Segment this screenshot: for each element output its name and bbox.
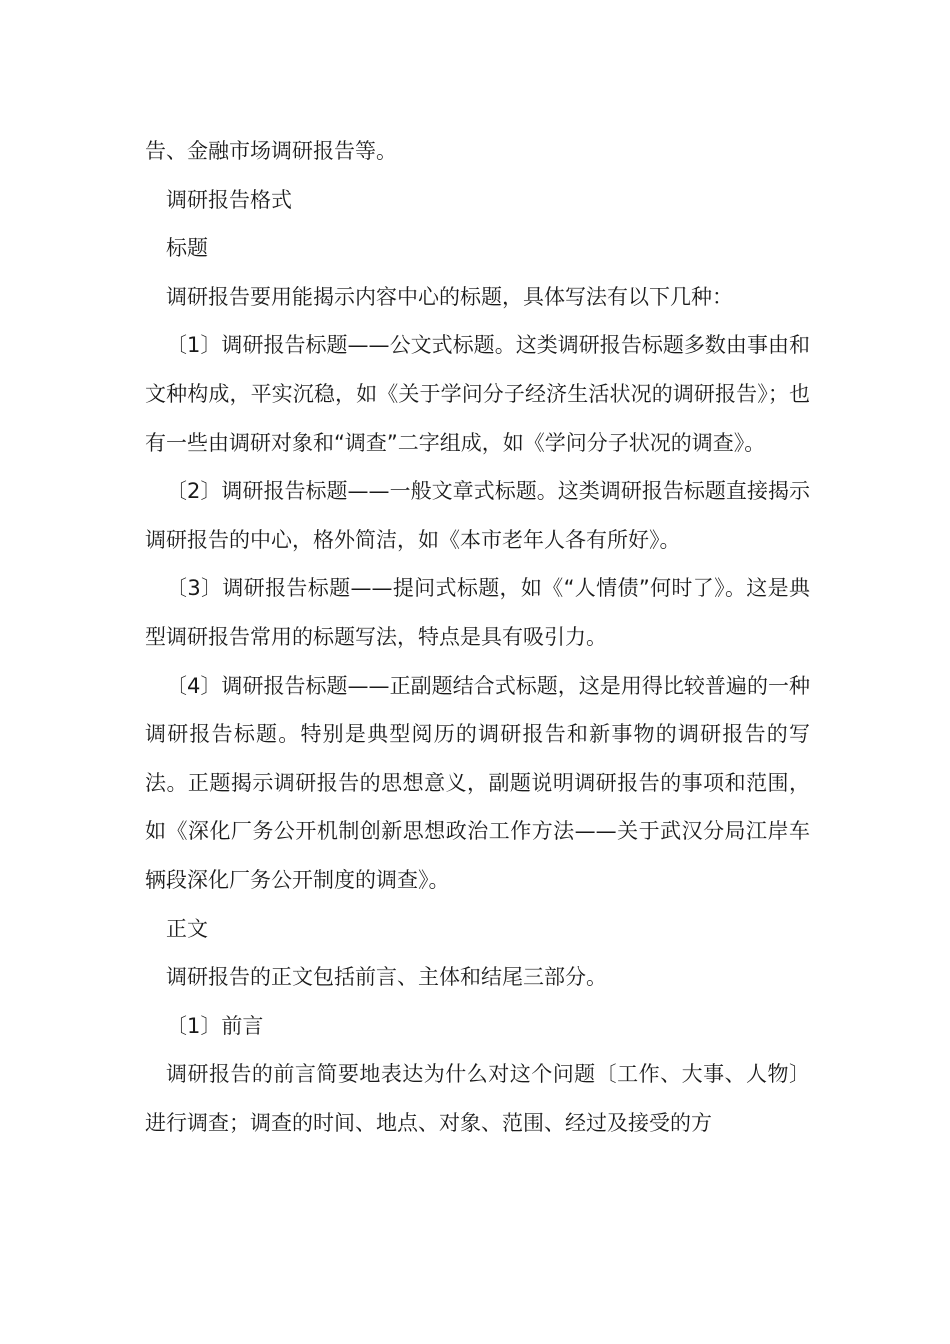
paragraph-body-intro: 调研报告的正文包括前言、主体和结尾三部分。	[166, 965, 607, 990]
paragraph-title-type-4: 〔4〕调研报告标题——正副题结合式标题，这是用得比较普遍的一种调研报告标题。特别是典型阅历的调研报告和新事物的调研报告的写法。正题揭示调研报告的思想意义，副题说明调研报告的事项和范围，如《深化厂务公开机制创新思想政治工作方法——关于武汉分局江岸车辆段深化厂务公开制度的调查》。	[145, 673, 810, 892]
paragraph-1: 告、金融市场调研报告等。	[145, 139, 397, 163]
paragraph-title-intro: 调研报告要用能揭示内容中心的标题，具体写法有以下几种：	[166, 284, 733, 309]
section-heading-format: 调研报告格式	[166, 187, 292, 212]
paragraph-title-type-1: 〔1〕调研报告标题——公文式标题。这类调研报告标题多数由事由和文种构成，平实沉稳，如《关于学问分子经济生活状况的调研报告》；也有一些由调研对象和“调查”二字组成，如《学问分子状况的调查》。	[145, 333, 810, 455]
paragraph-title-type-3: 〔3〕调研报告标题——提问式标题，如《“人情债”何时了》。这是典型调研报告常用的标题写法，特点是具有吸引力。	[145, 576, 810, 649]
document-body	[145, 127, 810, 1147]
section-heading-body: 正文	[166, 916, 208, 941]
paragraph-title-type-2: 〔2〕调研报告标题——一般文章式标题。这类调研报告标题直接揭示调研报告的中心，格外简洁，如《本市老年人各有所好》。	[145, 479, 810, 552]
section-heading-title: 标题	[166, 236, 208, 261]
subheading-preface: 〔1〕前言	[166, 1013, 264, 1038]
paragraph-preface: 调研报告的前言简要地表达为什么对这个问题〔工作、大事、人物〕进行调查；调查的时间、地点、对象、范围、经过及接受的方	[145, 1062, 810, 1135]
